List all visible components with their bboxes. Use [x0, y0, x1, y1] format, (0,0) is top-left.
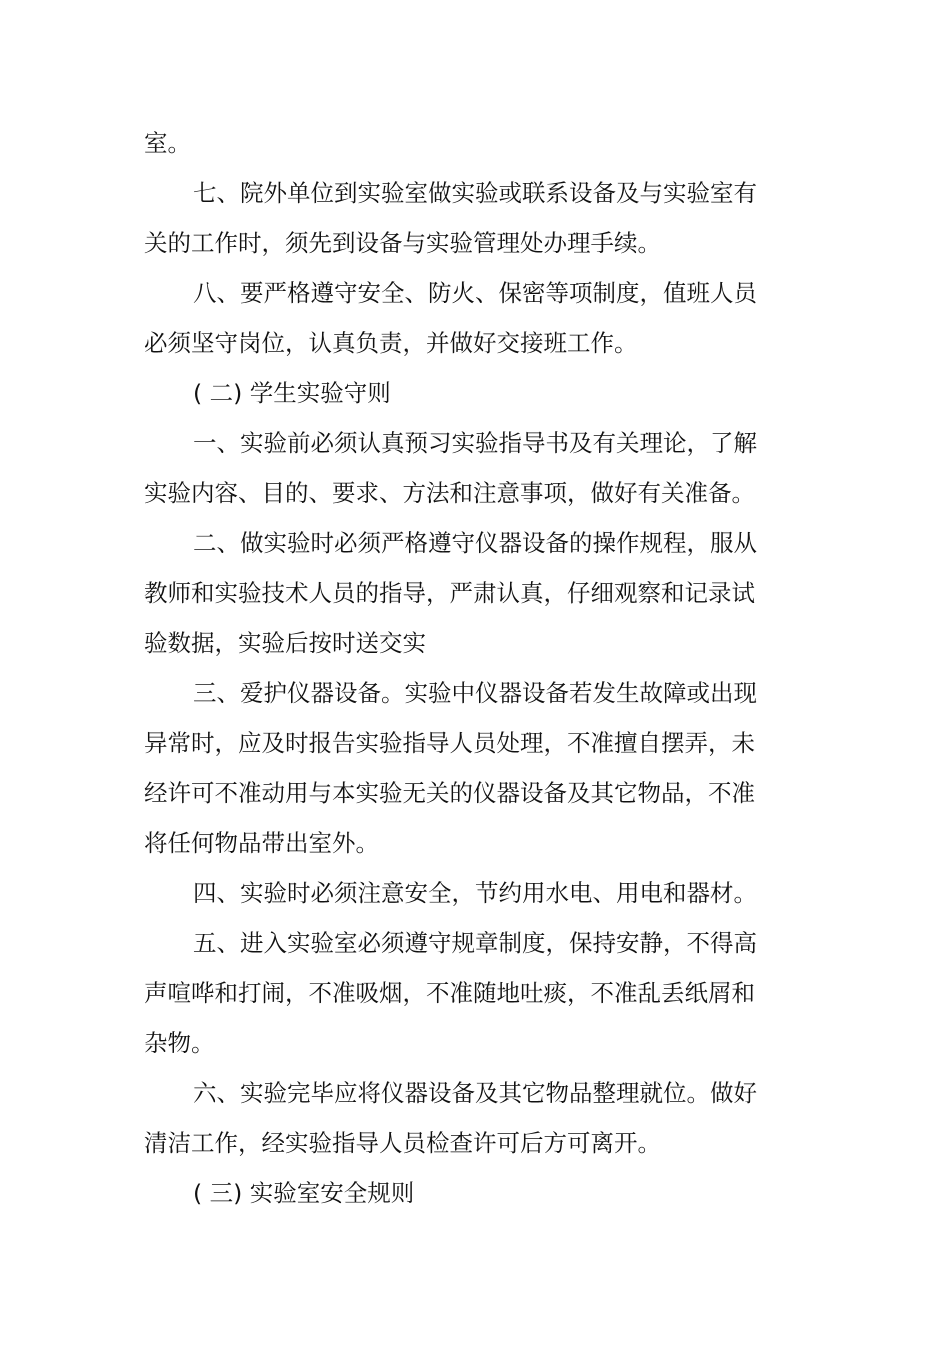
text-line: 必须坚守岗位，认真负责，并做好交接班工作。: [144, 329, 638, 357]
text-line: 声喧哗和打闹，不准吸烟，不准随地吐痰，不准乱丢纸屑和: [144, 979, 755, 1007]
text-line: 经许可不准动用与本实验无关的仪器设备及其它物品，不准: [144, 779, 755, 807]
text-line: 教师和实验技术人员的指导，严肃认真，仔细观察和记录试: [144, 579, 755, 607]
text-line: 异常时，应及时报告实验指导人员处理，不准擅自摆弄，未: [144, 729, 755, 757]
text-line: 实验内容、目的、要求、方法和注意事项，做好有关准备。: [144, 479, 755, 507]
text-line: 验数据，实验后按时送交实: [144, 629, 426, 657]
paragraph-item-7: 七、院外单位到实验室做实验或联系设备及与实验室有: [193, 179, 757, 207]
rule-item-5: 五、进入实验室必须遵守规章制度，保持安静，不得高: [193, 929, 757, 957]
rule-item-3: 三、爱护仪器设备。实验中仪器设备若发生故障或出现: [193, 679, 757, 707]
paragraph-item-8: 八、要严格遵守安全、防火、保密等项制度，值班人员: [193, 279, 757, 307]
document-body: [144, 118, 757, 1218]
rule-item-6: 六、实验完毕应将仪器设备及其它物品整理就位。做好: [193, 1079, 757, 1107]
text-line: 清洁工作，经实验指导人员检查许可后方可离开。: [144, 1129, 661, 1157]
section-heading-2: ( 二) 学生实验守则: [193, 379, 391, 407]
text-line: 关的工作时，须先到设备与实验管理处办理手续。: [144, 229, 661, 257]
rule-item-4: 四、实验时必须注意安全，节约用水电、用电和器材。: [193, 879, 757, 907]
section-heading-3: ( 三) 实验室安全规则: [193, 1179, 415, 1207]
text-line: 将任何物品带出室外。: [144, 829, 379, 857]
text-line: 杂物。: [144, 1029, 215, 1057]
rule-item-2: 二、做实验时必须严格遵守仪器设备的操作规程，服从: [193, 529, 757, 557]
rule-item-1: 一、实验前必须认真预习实验指导书及有关理论，了解: [193, 429, 757, 457]
text-line: 室。: [144, 129, 191, 157]
